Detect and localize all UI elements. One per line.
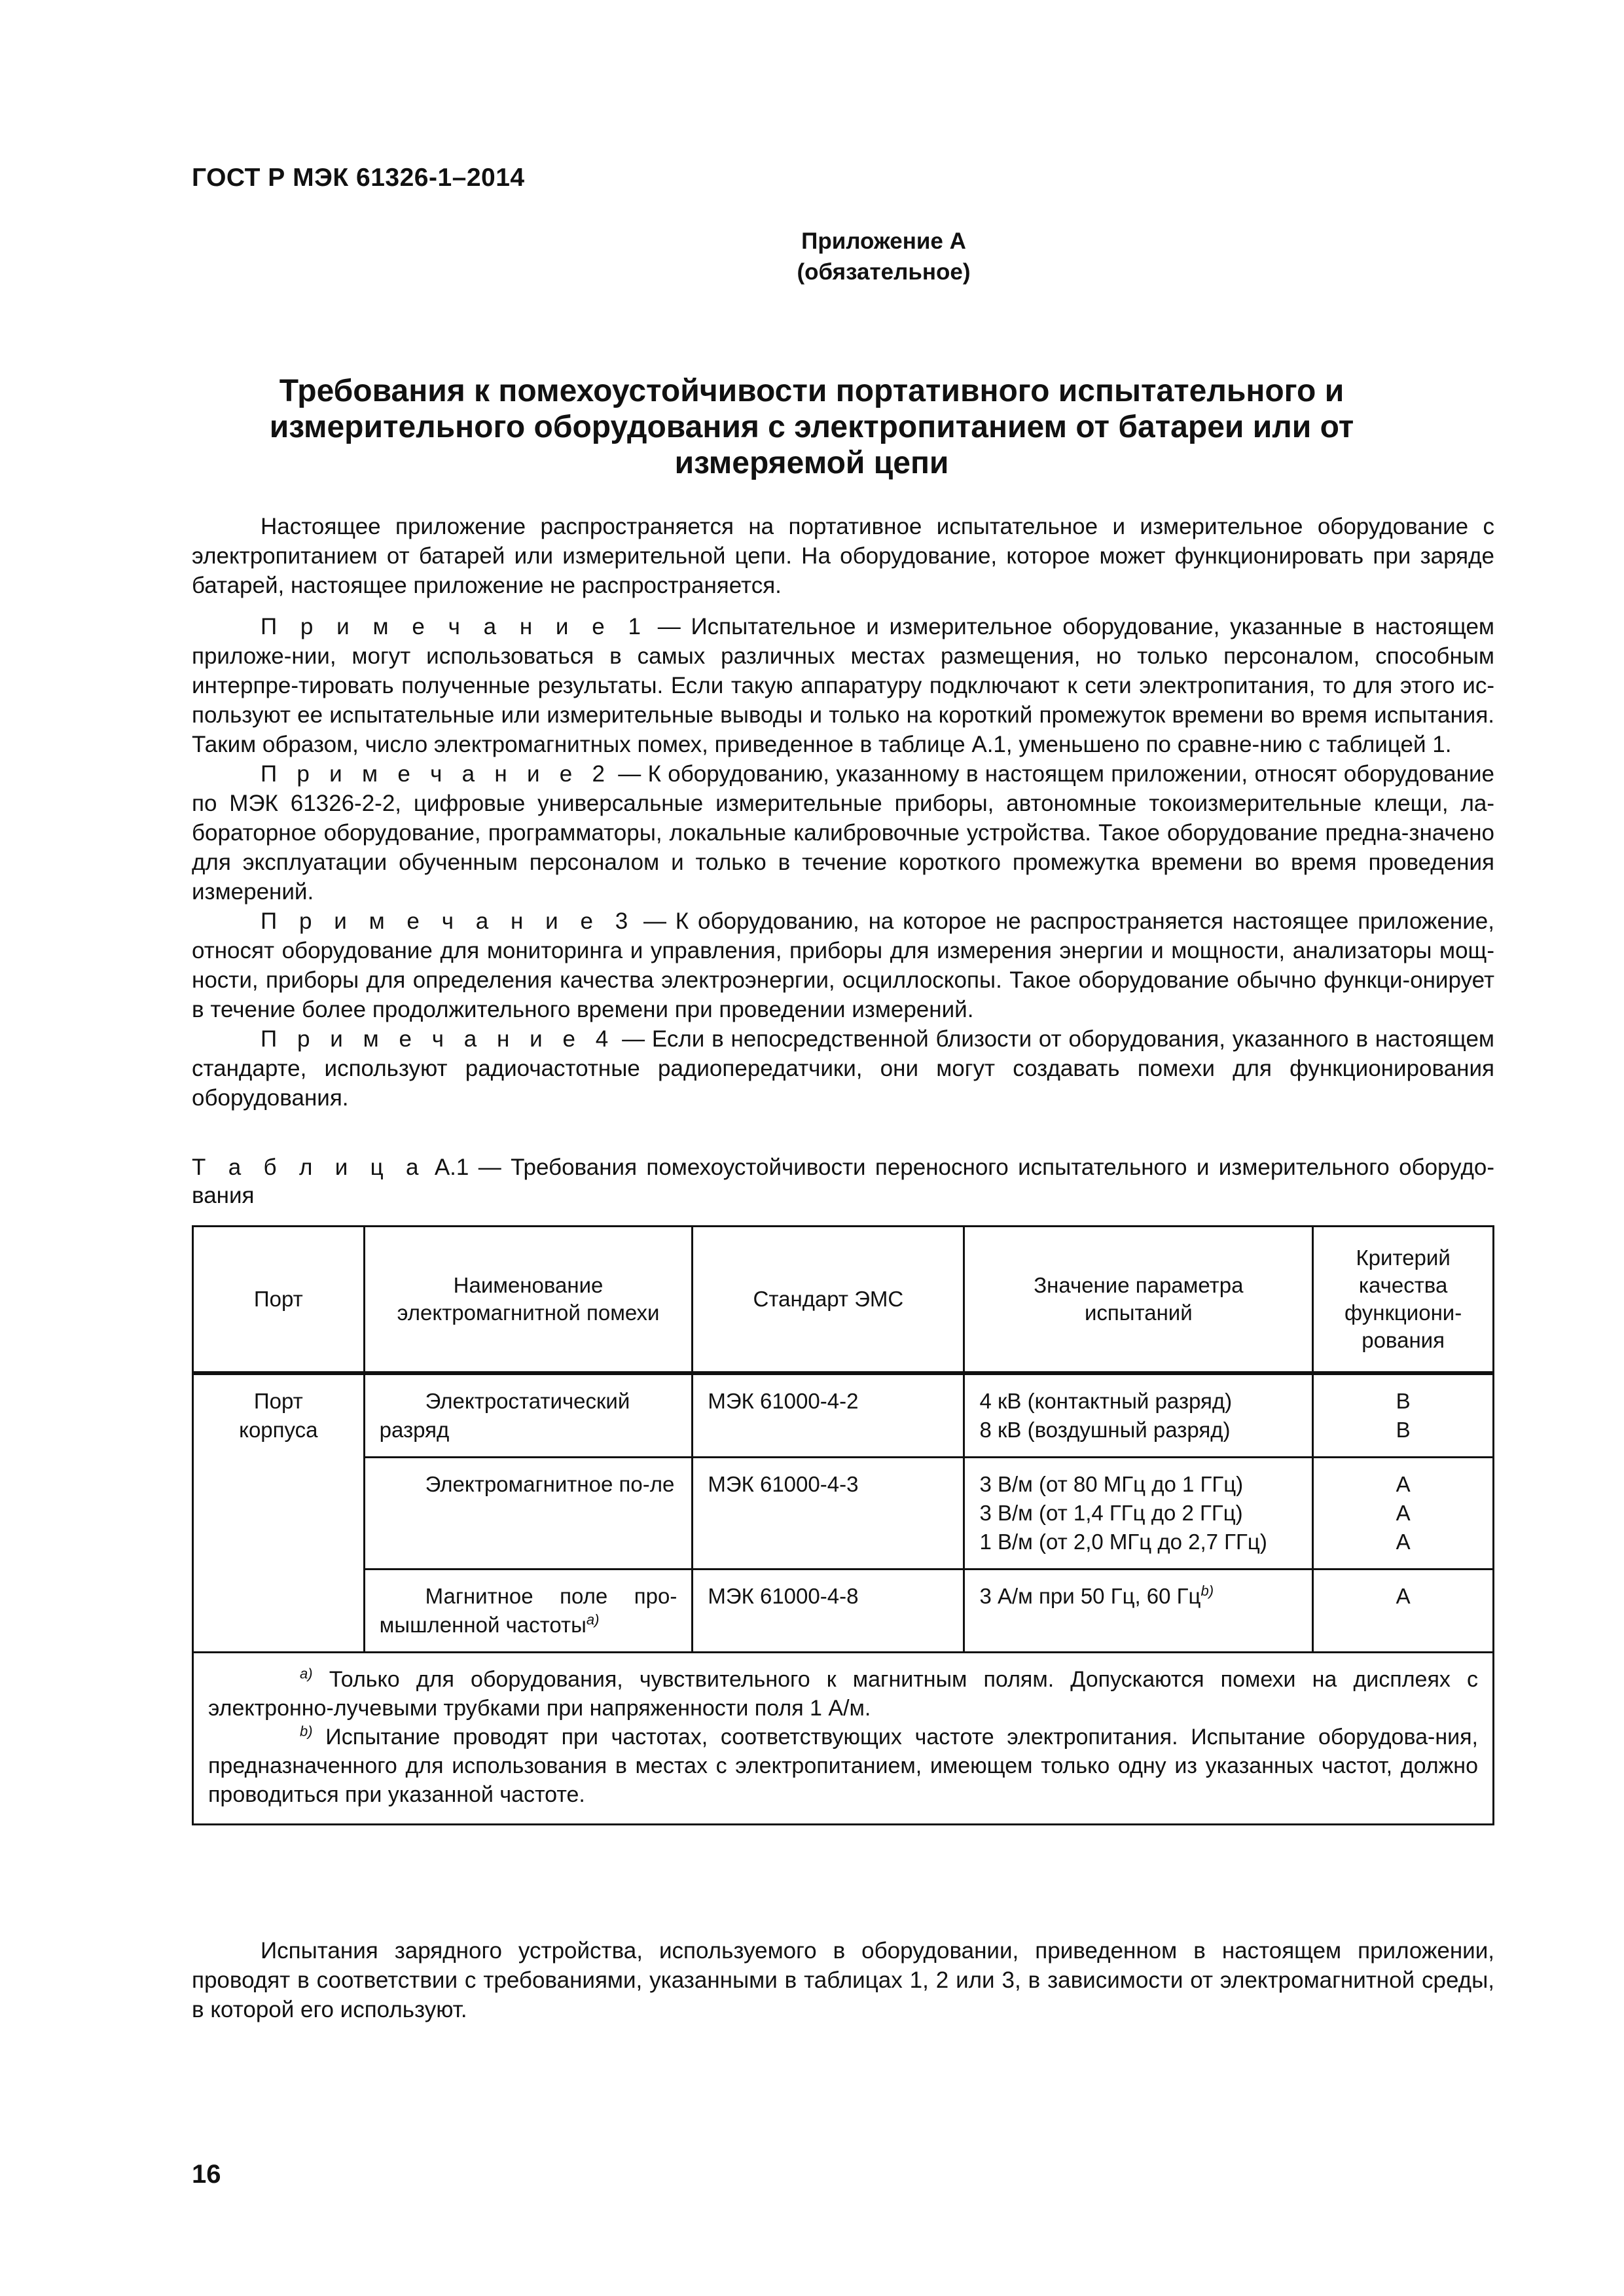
note-1-text: — Испытательное и измерительное оборудование, указанные в настоящем приложе-нии, могут использоваться в самых различных местах размещения, но только персоналом, способным интерпре-тировать полученные результаты. Если такую аппаратуру подключают к сети электропитания, то для этого ис-пользуют ее испытательные или измерительные выводы и только на короткий промежуток времени во время испытания. Таким образом, число электромагнитных помех, приведенное в таблице А.1, уменьшено по сравне-нию с таблицей 1. bbox=[192, 614, 1494, 757]
emc-standard-cell: МЭК 61000-4-2 bbox=[693, 1373, 964, 1458]
header-test-value: Значение параметра испытаний bbox=[964, 1227, 1313, 1374]
note-1 bbox=[192, 612, 1494, 759]
footnote-a-text: Только для оборудования, чувствительного к магнитным полям. Допускаются помехи на дисплеях с электронно-лучевыми трубками при напряженности поля 1 А/м. bbox=[208, 1667, 1478, 1721]
note-3 bbox=[192, 906, 1494, 1024]
intro-paragraph bbox=[192, 512, 1494, 600]
note-4 bbox=[192, 1024, 1494, 1113]
immunity-table bbox=[192, 1225, 1494, 1825]
footnote-b bbox=[208, 1723, 1478, 1809]
note-4-text: — Если в непосредственной близости от оборудования, указанного в настоящем стандарте, используют радиочастотные радиопередатчики, они могут создавать помехи для функционирования оборудования. bbox=[192, 1026, 1494, 1111]
footnote-a-mark: a) bbox=[300, 1665, 313, 1682]
footnote-ref-a: a) bbox=[586, 1611, 600, 1628]
title-line-3: измеряемой цепи bbox=[674, 446, 949, 480]
criterion-value: А bbox=[1396, 1530, 1411, 1554]
test-value-line: 3 В/м (от 80 МГц до 1 ГГц) bbox=[979, 1472, 1244, 1496]
table-caption bbox=[192, 1153, 1494, 1210]
footnote-b-text: Испытание проводят при частотах, соответствующих частоте электропитания. Испытание оборудова-ния, предназначенного для использования в местах с электропитанием, имеющем только одну из указанных частот, должно проводиться при указанной частоте. bbox=[208, 1725, 1478, 1807]
title-line-2: измерительного оборудования с электропитанием от батареи или от bbox=[269, 410, 1354, 444]
header-disturbance-name: Наименование электромагнитной помехи bbox=[364, 1227, 693, 1374]
page-number: 16 bbox=[192, 2160, 221, 2189]
annex-status: (обязательное) bbox=[797, 259, 971, 285]
table-footnotes bbox=[193, 1653, 1494, 1825]
criterion-cell bbox=[1313, 1570, 1494, 1653]
criterion-value: А bbox=[1396, 1472, 1411, 1496]
table-row bbox=[193, 1570, 1494, 1653]
table-footnotes-row bbox=[193, 1653, 1494, 1825]
annex-title: Приложение А bbox=[801, 228, 966, 254]
criterion-cell bbox=[1313, 1373, 1494, 1458]
note-2-label: П р и м е ч а н и е 2 bbox=[261, 761, 612, 787]
port-cell: Порт корпуса bbox=[193, 1373, 365, 1653]
table-header-row bbox=[193, 1227, 1494, 1374]
note-3-label: П р и м е ч а н и е 3 bbox=[261, 908, 635, 934]
footnote-b-mark: b) bbox=[300, 1723, 313, 1740]
test-value-line: 1 В/м (от 2,0 МГц до 2,7 ГГц) bbox=[979, 1530, 1267, 1554]
table-row bbox=[193, 1373, 1494, 1458]
criterion-cell bbox=[1313, 1458, 1494, 1570]
note-2-text: — К оборудованию, указанному в настоящем приложении, относят оборудование по МЭК 61326-2-2, цифровые универсальные измерительные приборы, автономные токоизмерительные клещи, ла-бораторное оборудование, программаторы, локальные калибровочные устройства. Такое оборудование предна-значено для эксплуатации обученным персоналом и только в течение короткого промежутка времени во время проведения измерений. bbox=[192, 761, 1495, 905]
test-value-cell bbox=[964, 1458, 1313, 1570]
closing-text: Испытания зарядного устройства, используемого в оборудовании, приведенном в настоящем приложении, проводят в соответствии с требованиями, указанными в таблицах 1, 2 или 3, в зависимости от электромагнитной среды, в которой его используют. bbox=[192, 1938, 1494, 2022]
emc-standard-cell: МЭК 61000-4-3 bbox=[693, 1458, 964, 1570]
test-value-cell bbox=[964, 1570, 1313, 1653]
header-port: Порт bbox=[193, 1227, 365, 1374]
table-row bbox=[193, 1458, 1494, 1570]
table-caption-text: А.1 — Требования помехоустойчивости переносного испытательного и измерительного оборудо-вания bbox=[192, 1155, 1494, 1208]
test-value-cell bbox=[964, 1373, 1313, 1458]
note-2 bbox=[192, 759, 1494, 906]
notes-block bbox=[192, 612, 1494, 1113]
disturbance-name-text: Магнитное поле про-мышленной частоты bbox=[379, 1584, 677, 1637]
note-1-label: П р и м е ч а н и е 1 bbox=[261, 614, 647, 639]
footnote-a bbox=[208, 1665, 1478, 1723]
criterion-value: В bbox=[1396, 1418, 1411, 1442]
note-4-label: П р и м е ч а н и е 4 bbox=[261, 1026, 615, 1052]
test-value-line: 4 кВ (контактный разряд) bbox=[979, 1389, 1233, 1413]
disturbance-name-cell: Электромагнитное по-ле bbox=[364, 1458, 693, 1570]
test-value-text: 3 А/м при 50 Гц, 60 Гц bbox=[979, 1584, 1201, 1608]
footnote-ref-b: b) bbox=[1200, 1583, 1214, 1599]
standard-code: ГОСТ Р МЭК 61326-1–2014 bbox=[192, 164, 525, 192]
intro-text: Настоящее приложение распространяется на портативное испытательное и измерительное оборудование с электропитанием от батарей или измерительной цепи. На оборудование, которое может функционировать при заряде батарей, настоящее приложение не распространяется. bbox=[192, 514, 1494, 598]
annex-main-title bbox=[249, 373, 1375, 481]
header-criterion: Критерий качества функциони-рования bbox=[1313, 1227, 1494, 1374]
annex-heading bbox=[720, 226, 1047, 287]
disturbance-name-cell: Электростатический разряд bbox=[364, 1373, 693, 1458]
title-line-1: Требования к помехоустойчивости портативного испытательного и bbox=[279, 374, 1344, 408]
emc-standard-cell: МЭК 61000-4-8 bbox=[693, 1570, 964, 1653]
disturbance-name-cell bbox=[364, 1570, 693, 1653]
criterion-value: В bbox=[1396, 1389, 1411, 1413]
note-3-text: — К оборудованию, на которое не распространяется настоящее приложение, относят оборудование для мониторинга и управления, приборы для измерения энергии и мощности, анализаторы мощ-ности, приборы для определения качества электроэнергии, осциллоскопы. Такое оборудование обычно функци-онирует в течение более продолжительного времени при проведении измерений. bbox=[192, 908, 1495, 1022]
table-caption-label: Т а б л и ц а bbox=[192, 1155, 425, 1180]
header-emc-standard: Стандарт ЭМС bbox=[693, 1227, 964, 1374]
criterion-value: А bbox=[1396, 1501, 1411, 1525]
test-value-line: 8 кВ (воздушный разряд) bbox=[979, 1418, 1231, 1442]
closing-paragraph bbox=[192, 1936, 1494, 2024]
criterion-value: А bbox=[1396, 1584, 1411, 1608]
test-value-line: 3 В/м (от 1,4 ГГц до 2 ГГц) bbox=[979, 1501, 1243, 1525]
